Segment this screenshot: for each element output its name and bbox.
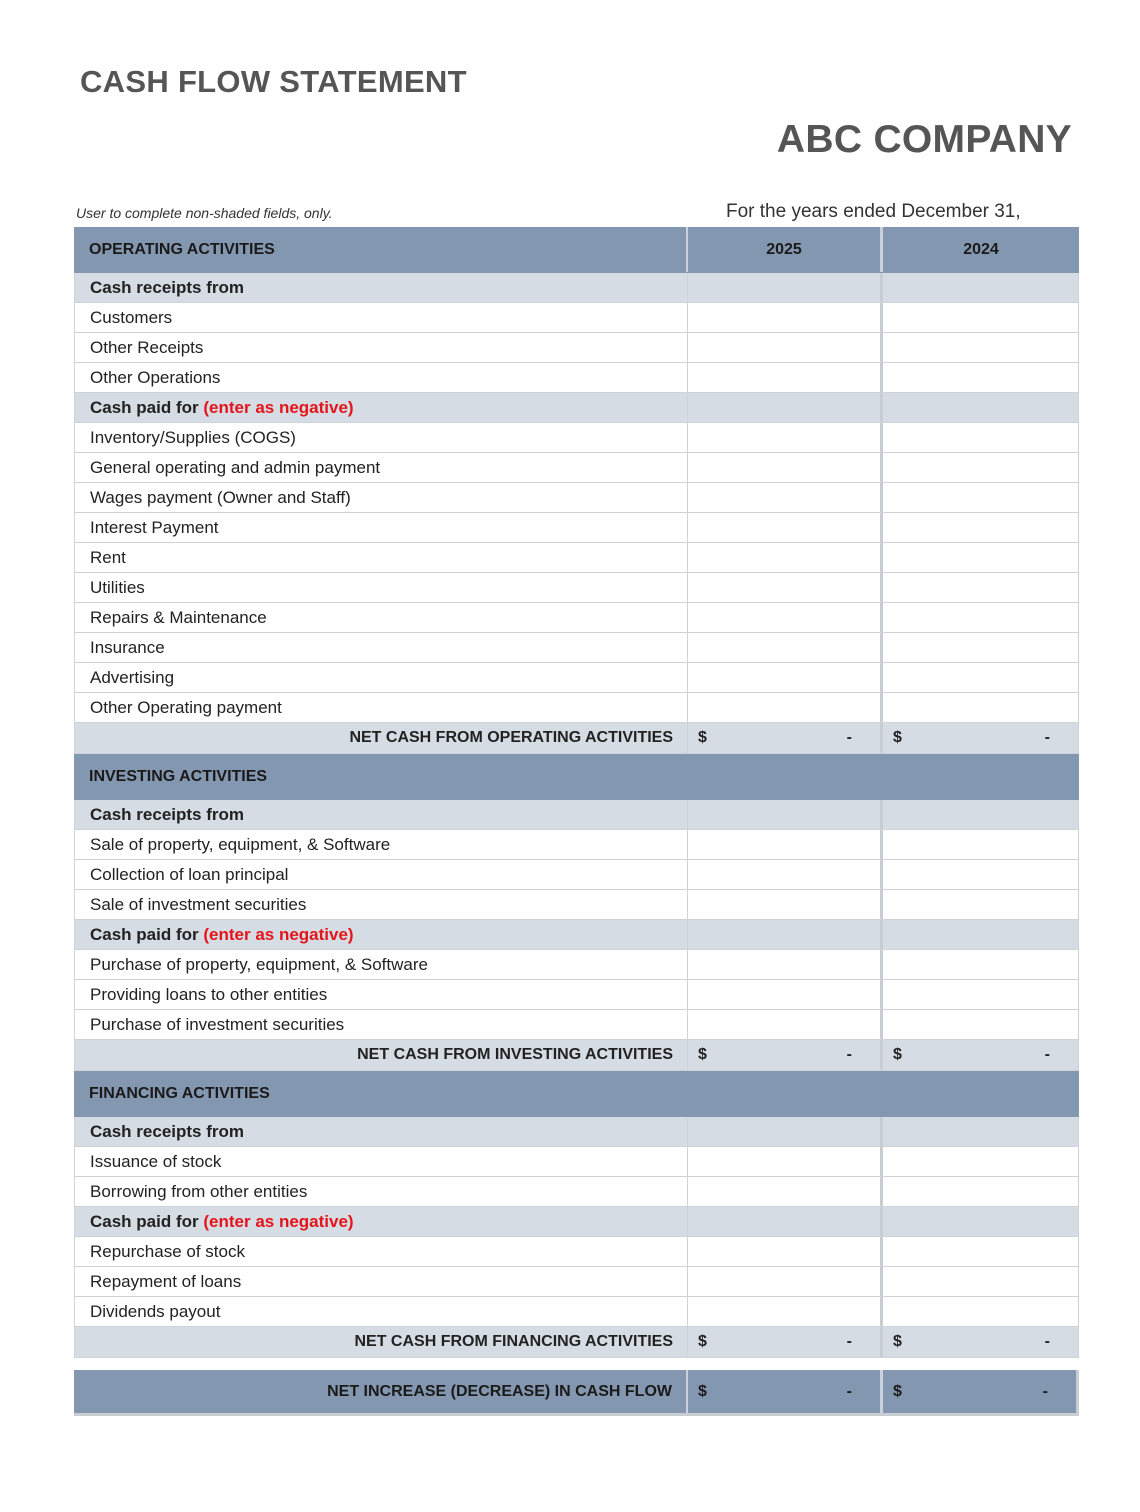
line-item-label: Purchase of property, equipment, & Software bbox=[74, 950, 688, 979]
section-heading: FINANCING ACTIVITIES bbox=[89, 1084, 270, 1102]
input-cell-2025[interactable] bbox=[688, 633, 883, 662]
line-item-label: Purchase of investment securities bbox=[74, 1010, 688, 1039]
input-cell-2025[interactable] bbox=[688, 363, 883, 392]
input-cell-2024[interactable] bbox=[883, 333, 1079, 362]
currency-symbol: $ bbox=[698, 1333, 707, 1350]
input-cell-2025[interactable] bbox=[688, 543, 883, 572]
total-value: - bbox=[1044, 729, 1050, 746]
operating-total-row bbox=[74, 723, 1079, 754]
input-cell-2025[interactable] bbox=[688, 663, 883, 692]
shaded-cell bbox=[883, 1207, 1079, 1236]
investing-paid-subheader bbox=[74, 920, 1079, 950]
line-item-label: Dividends payout bbox=[74, 1297, 688, 1326]
total-value: - bbox=[1044, 1333, 1050, 1350]
total-label: NET CASH FROM OPERATING ACTIVITIES bbox=[74, 723, 688, 753]
total-cell-2025 bbox=[688, 1040, 883, 1070]
net-cash-flow-label: NET INCREASE (DECREASE) IN CASH FLOW bbox=[74, 1370, 688, 1413]
subheader-label bbox=[74, 1117, 688, 1146]
total-cell-2024 bbox=[883, 1040, 1079, 1070]
line-item-row bbox=[74, 513, 1079, 543]
total-value: - bbox=[846, 1333, 852, 1350]
line-item-label: Interest Payment bbox=[74, 513, 688, 542]
currency-symbol: $ bbox=[893, 1382, 902, 1400]
input-cell-2025[interactable] bbox=[688, 303, 883, 332]
input-cell-2024[interactable] bbox=[883, 633, 1079, 662]
shaded-cell bbox=[883, 1117, 1079, 1146]
cash-flow-table bbox=[74, 227, 1079, 1358]
currency-symbol: $ bbox=[893, 729, 902, 746]
financing-total-row bbox=[74, 1327, 1079, 1358]
input-cell-2025[interactable] bbox=[688, 1237, 883, 1266]
line-item-label: Insurance bbox=[74, 633, 688, 662]
line-item-label: Advertising bbox=[74, 663, 688, 692]
subheader-label bbox=[74, 273, 688, 302]
input-cell-2024[interactable] bbox=[883, 363, 1079, 392]
line-item-label: Repurchase of stock bbox=[74, 1237, 688, 1266]
input-cell-2024[interactable] bbox=[883, 1297, 1079, 1326]
input-cell-2025[interactable] bbox=[688, 333, 883, 362]
line-item-row bbox=[74, 980, 1079, 1010]
line-item-row bbox=[74, 633, 1079, 663]
net-cash-flow-row bbox=[74, 1370, 1079, 1416]
currency-symbol: $ bbox=[698, 1046, 707, 1063]
input-cell-2025[interactable] bbox=[688, 980, 883, 1009]
line-item-row bbox=[74, 1267, 1079, 1297]
shaded-cell bbox=[688, 800, 883, 829]
period-label: For the years ended December 31, bbox=[726, 201, 1021, 222]
input-cell-2025[interactable] bbox=[688, 1267, 883, 1296]
financing-paid-subheader bbox=[74, 1207, 1079, 1237]
subheader-label bbox=[74, 1207, 688, 1236]
input-cell-2025[interactable] bbox=[688, 860, 883, 889]
input-cell-2025[interactable] bbox=[688, 603, 883, 632]
input-cell-2024[interactable] bbox=[883, 860, 1079, 889]
total-value: - bbox=[846, 1046, 852, 1063]
instruction-note: User to complete non-shaded fields, only. bbox=[76, 205, 333, 221]
input-cell-2024[interactable] bbox=[883, 573, 1079, 602]
input-cell-2025[interactable] bbox=[688, 830, 883, 859]
line-item-label: Other Operating payment bbox=[74, 693, 688, 722]
line-item-row bbox=[74, 950, 1079, 980]
line-item-label: Borrowing from other entities bbox=[74, 1177, 688, 1206]
negative-note: (enter as negative) bbox=[203, 397, 354, 417]
line-item-label: Providing loans to other entities bbox=[74, 980, 688, 1009]
line-item-label: Collection of loan principal bbox=[74, 860, 688, 889]
line-item-row bbox=[74, 1177, 1079, 1207]
net-cash-flow-2025 bbox=[688, 1370, 883, 1413]
subheader-label bbox=[74, 920, 688, 949]
line-item-row bbox=[74, 1147, 1079, 1177]
year-header-2024: 2024 bbox=[963, 240, 999, 258]
line-item-label: Issuance of stock bbox=[74, 1147, 688, 1176]
operating-receipts-subheader bbox=[74, 273, 1079, 303]
line-item-row bbox=[74, 860, 1079, 890]
line-item-row bbox=[74, 1297, 1079, 1327]
input-cell-2024[interactable] bbox=[883, 1177, 1079, 1206]
line-item-row bbox=[74, 333, 1079, 363]
input-cell-2025[interactable] bbox=[688, 513, 883, 542]
input-cell-2024[interactable] bbox=[883, 483, 1079, 512]
input-cell-2024[interactable] bbox=[883, 303, 1079, 332]
subheader-label bbox=[74, 800, 688, 829]
line-item-row bbox=[74, 303, 1079, 333]
subheader-text: Cash paid for bbox=[90, 397, 199, 417]
company-name: ABC COMPANY bbox=[776, 118, 1072, 161]
shaded-cell bbox=[688, 393, 883, 422]
subheader-text: Cash receipts from bbox=[90, 1121, 244, 1141]
shaded-cell bbox=[883, 393, 1079, 422]
line-item-label: Other Receipts bbox=[74, 333, 688, 362]
input-cell-2025[interactable] bbox=[688, 1297, 883, 1326]
line-item-row bbox=[74, 830, 1079, 860]
input-cell-2024[interactable] bbox=[883, 423, 1079, 452]
shaded-cell bbox=[883, 800, 1079, 829]
financing-section-header bbox=[74, 1071, 1079, 1117]
input-cell-2024[interactable] bbox=[883, 1237, 1079, 1266]
currency-symbol: $ bbox=[698, 1382, 707, 1400]
input-cell-2024[interactable] bbox=[883, 1147, 1079, 1176]
line-item-label: Repayment of loans bbox=[74, 1267, 688, 1296]
shaded-cell bbox=[883, 273, 1079, 302]
input-cell-2025[interactable] bbox=[688, 573, 883, 602]
net-cash-flow-2024 bbox=[883, 1370, 1079, 1413]
shaded-cell bbox=[688, 1207, 883, 1236]
total-value: - bbox=[1042, 1382, 1048, 1400]
shaded-cell bbox=[688, 273, 883, 302]
currency-symbol: $ bbox=[893, 1333, 902, 1350]
subheader-text: Cash receipts from bbox=[90, 804, 244, 824]
line-item-row bbox=[74, 423, 1079, 453]
input-cell-2024[interactable] bbox=[883, 980, 1079, 1009]
year-header-2025: 2025 bbox=[688, 227, 883, 272]
line-item-row bbox=[74, 603, 1079, 633]
line-item-row bbox=[74, 573, 1079, 603]
input-cell-2024[interactable] bbox=[883, 1010, 1079, 1039]
total-value: - bbox=[846, 1382, 852, 1400]
negative-note: (enter as negative) bbox=[203, 924, 354, 944]
line-item-label: Customers bbox=[74, 303, 688, 332]
line-item-label: Repairs & Maintenance bbox=[74, 603, 688, 632]
line-item-row bbox=[74, 1237, 1079, 1267]
total-value: - bbox=[846, 729, 852, 746]
input-cell-2024[interactable] bbox=[883, 543, 1079, 572]
input-cell-2024[interactable] bbox=[883, 950, 1079, 979]
total-cell-2024 bbox=[883, 723, 1079, 753]
input-cell-2025[interactable] bbox=[688, 453, 883, 482]
financing-receipts-subheader bbox=[74, 1117, 1079, 1147]
line-item-row bbox=[74, 890, 1079, 920]
input-cell-2025[interactable] bbox=[688, 1147, 883, 1176]
input-cell-2025[interactable] bbox=[688, 693, 883, 722]
shaded-cell bbox=[688, 920, 883, 949]
subheader-label bbox=[74, 393, 688, 422]
input-cell-2024[interactable] bbox=[883, 830, 1079, 859]
subheader-text: Cash paid for bbox=[90, 1211, 199, 1231]
input-cell-2025[interactable] bbox=[688, 890, 883, 919]
negative-note: (enter as negative) bbox=[203, 1211, 354, 1231]
investing-section-header bbox=[74, 754, 1079, 800]
input-cell-2025[interactable] bbox=[688, 1177, 883, 1206]
total-cell-2024 bbox=[883, 1327, 1079, 1357]
section-heading: INVESTING ACTIVITIES bbox=[89, 767, 268, 785]
line-item-label: General operating and admin payment bbox=[74, 453, 688, 482]
line-item-row bbox=[74, 663, 1079, 693]
input-cell-2024[interactable] bbox=[883, 890, 1079, 919]
shaded-cell bbox=[883, 920, 1079, 949]
line-item-row bbox=[74, 543, 1079, 573]
total-label: NET CASH FROM INVESTING ACTIVITIES bbox=[74, 1040, 688, 1070]
line-item-row bbox=[74, 1010, 1079, 1040]
input-cell-2024[interactable] bbox=[883, 513, 1079, 542]
subheader-text: Cash paid for bbox=[90, 924, 199, 944]
line-item-row bbox=[74, 363, 1079, 393]
line-item-label: Wages payment (Owner and Staff) bbox=[74, 483, 688, 512]
total-cell-2025 bbox=[688, 723, 883, 753]
input-cell-2024[interactable] bbox=[883, 693, 1079, 722]
line-item-label: Other Operations bbox=[74, 363, 688, 392]
input-cell-2024[interactable] bbox=[883, 663, 1079, 692]
subheader-text: Cash receipts from bbox=[90, 277, 244, 297]
line-item-label: Sale of property, equipment, & Software bbox=[74, 830, 688, 859]
input-cell-2024[interactable] bbox=[883, 603, 1079, 632]
currency-symbol: $ bbox=[893, 1046, 902, 1063]
input-cell-2025[interactable] bbox=[688, 950, 883, 979]
line-item-row bbox=[74, 693, 1079, 723]
investing-receipts-subheader bbox=[74, 800, 1079, 830]
line-item-label: Utilities bbox=[74, 573, 688, 602]
total-label: NET CASH FROM FINANCING ACTIVITIES bbox=[74, 1327, 688, 1357]
input-cell-2024[interactable] bbox=[883, 453, 1079, 482]
investing-total-row bbox=[74, 1040, 1079, 1071]
line-item-row bbox=[74, 453, 1079, 483]
section-heading: OPERATING ACTIVITIES bbox=[74, 227, 688, 272]
line-item-row bbox=[74, 483, 1079, 513]
total-value: - bbox=[1044, 1046, 1050, 1063]
input-cell-2025[interactable] bbox=[688, 423, 883, 452]
total-cell-2025 bbox=[688, 1327, 883, 1357]
input-cell-2025[interactable] bbox=[688, 483, 883, 512]
input-cell-2024[interactable] bbox=[883, 1267, 1079, 1296]
shaded-cell bbox=[688, 1117, 883, 1146]
input-cell-2025[interactable] bbox=[688, 1010, 883, 1039]
line-item-label: Rent bbox=[74, 543, 688, 572]
currency-symbol: $ bbox=[698, 729, 707, 746]
line-item-label: Inventory/Supplies (COGS) bbox=[74, 423, 688, 452]
line-item-label: Sale of investment securities bbox=[74, 890, 688, 919]
operating-section-header bbox=[74, 227, 1079, 273]
page-title: CASH FLOW STATEMENT bbox=[80, 64, 467, 99]
operating-paid-subheader bbox=[74, 393, 1079, 423]
